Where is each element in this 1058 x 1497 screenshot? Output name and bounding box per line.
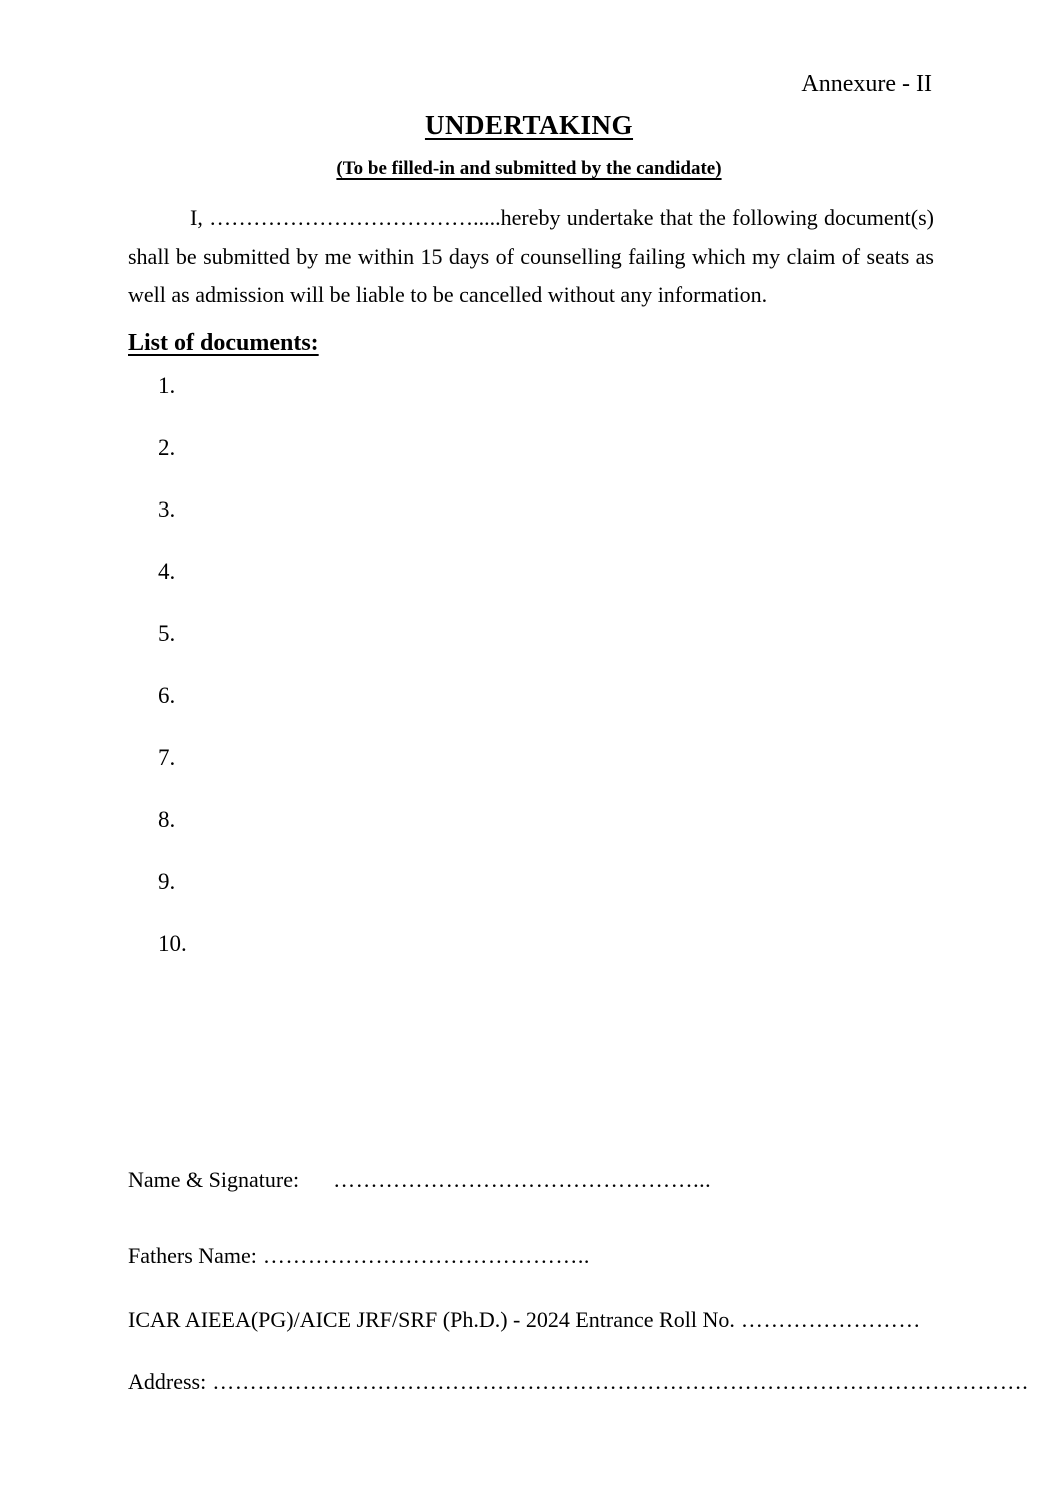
fathers-name-blank: ……………………………………..: [262, 1243, 590, 1268]
address-label: Address:: [128, 1369, 207, 1394]
list-of-documents-heading-text: List of documents:: [128, 330, 319, 356]
field-name-signature: [128, 1167, 711, 1193]
list-item-number-5: 5.: [158, 621, 176, 646]
list-item-number-8: 8.: [158, 807, 176, 832]
document-subtitle: [0, 158, 1058, 180]
name-signature-label: Name & Signature:: [128, 1167, 300, 1192]
list-item-number-7: 7.: [158, 745, 176, 770]
document-subtitle-text: (To be filled-in and submitted by the candidate): [336, 158, 722, 179]
field-entrance-roll-no: [128, 1307, 921, 1333]
list-item-number-3: 3.: [158, 497, 176, 522]
list-item-number-2: 2.: [158, 435, 176, 460]
fathers-name-label: Fathers Name:: [128, 1243, 257, 1268]
document-title: [0, 110, 1058, 141]
entrance-roll-blank: ……………………: [740, 1307, 921, 1332]
list-item-number-1: 1.: [158, 373, 176, 398]
entrance-roll-label: ICAR AIEEA(PG)/AICE JRF/SRF (Ph.D.) - 2024 Entrance Roll No.: [128, 1307, 735, 1332]
name-signature-blank: …………………………………………...: [333, 1167, 712, 1192]
field-address: [128, 1369, 1028, 1395]
field-fathers-name: [128, 1243, 590, 1269]
list-item-number-4: 4.: [158, 559, 176, 584]
annexure-label: Annexure - II: [801, 71, 932, 97]
document-list: [158, 374, 187, 994]
undertaking-paragraph: I, ……………………………….....hereby undertake that the following document(s) shall be submitted by me within 15 days of counselling failing which my claim of seats as well as admission will be liable to be cancelled without any information.: [128, 205, 934, 307]
document-title-text: UNDERTAKING: [424, 110, 634, 140]
address-blank: ……………………………………………………………………………………………….: [212, 1369, 1029, 1394]
list-item-number-10: 10.: [158, 931, 187, 956]
list-of-documents-heading: [128, 330, 319, 357]
list-item-number-9: 9.: [158, 869, 176, 894]
list-item-number-6: 6.: [158, 683, 176, 708]
